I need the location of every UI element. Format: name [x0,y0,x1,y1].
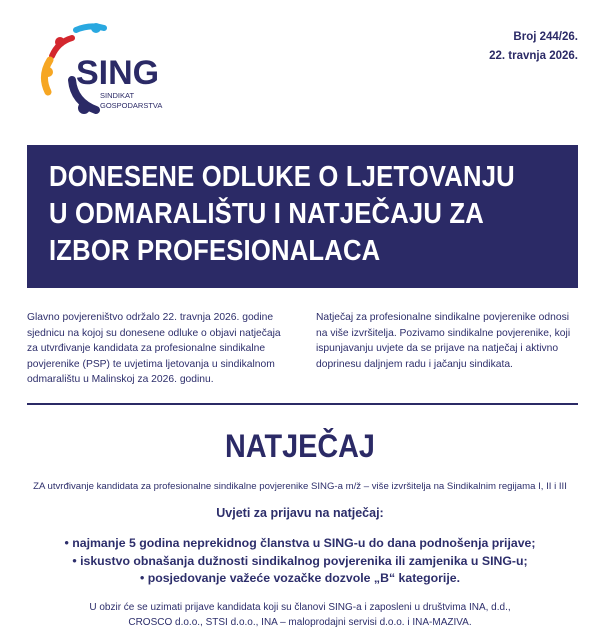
sing-logo [38,22,178,118]
title-line: IZBOR PROFESIONALACA [49,235,381,267]
svg-text:SINDIKAT: SINDIKAT [100,91,135,100]
issue-date: 22. travnja 2026. [489,50,578,62]
condition-item: • najmanje 5 godina neprekidnog članstva u SING-u do dana podnošenja prijave; [64,536,536,550]
title-banner [27,145,578,288]
intro-right: Natječaj za profesionalne sindikalne povjerenike odnosi na više izvršitelja. Pozivamo sindikalne povjerenike, koji ispunjavanju uvjete da se prijave na natječaj i aktivno doprinesu daljnjem radu i jačanju sindikata. [316,312,571,370]
page-title [49,159,515,270]
logo-text: SING [76,54,160,92]
conditions-list [0,535,600,588]
title-line: U ODMARALIŠTU I NATJEČAJU ZA [49,198,484,230]
intro-left: Glavno povjereništvo održalo 22. travnja 2026. godine sjednicu na kojoj su donesene odluke o objavi natječaja za utvrđivanje kandidata za profesionalne sindikalne povjerenike (PSP) te uvjetima ljetovanja u sindikalnom odmaralištu u Malinskoj za 2026. godinu. [27,312,281,386]
natjecaj-heading: NATJEČAJ [225,428,375,464]
condition-item: • posjedovanje važeće vozačke dozvole „B“ kategorije. [139,571,461,585]
natjecaj-subtitle: ZA utvrđivanje kandidata za profesionalne sindikalne povjerenike SING-a m/ž – više izvršitelja na Sindikalnim regijama I, II i III [33,481,567,492]
divider [27,403,578,405]
title-line: DONESENE ODLUKE O LJETOVANJU [49,161,515,193]
svg-text:GOSPODARSTVA: GOSPODARSTVA [100,101,163,110]
issue-meta [489,28,578,66]
condition-item: • iskustvo obnašanja dužnosti sindikalnog povjerenika ili zamjenika u SING-u; [72,553,528,568]
issue-number: Broj 244/26. [513,31,578,43]
note-line: U obzir će se uzimati prijave kandidata koji su članovi SING-a i zaposleni u društvima INA, d.d., [89,602,511,613]
conditions-title: Uvjeti za prijavu na natječaj: [216,506,384,520]
note-line: CROSCO d.o.o., STSI d.o.o., INA – maloprodajni servisi d.o.o. i INA-MAZIVA. [128,617,472,628]
